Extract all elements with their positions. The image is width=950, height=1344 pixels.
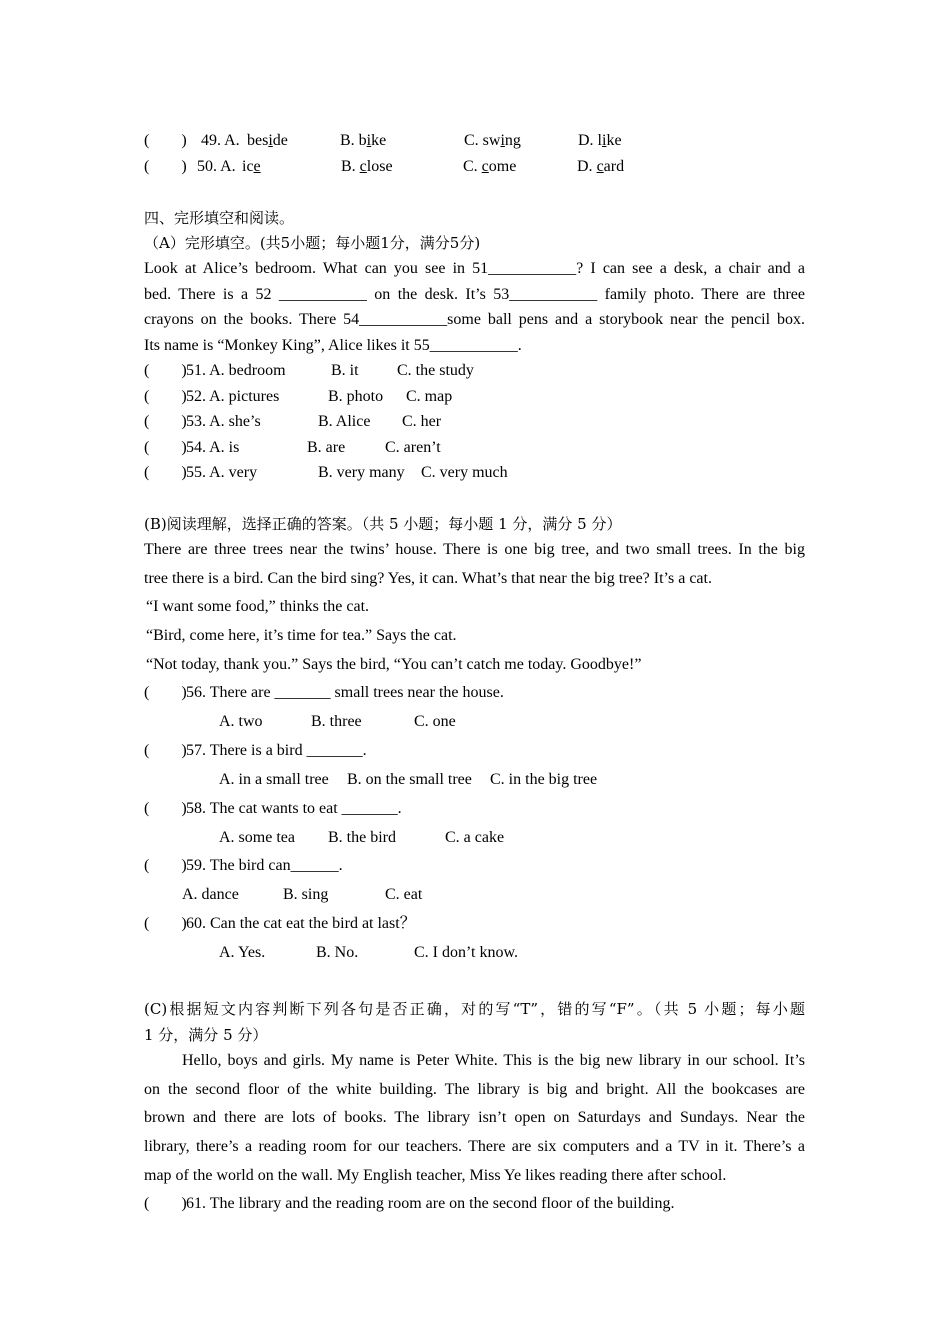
answer-blank[interactable]: ( ): [144, 857, 187, 874]
part-c-heading: 1 分，满分 5 分）: [144, 1026, 268, 1044]
part-a-passage-line: bed. There is a 52 ___________ on the desk. It’s 53___________ family photo. There are three: [144, 286, 805, 303]
option-c: C. one: [414, 713, 456, 730]
option-b: B. close: [341, 158, 393, 175]
option-c: C. very much: [421, 464, 508, 481]
question-number: 50. A.: [197, 158, 236, 175]
option-a: beside: [247, 132, 288, 149]
option-c: C. aren’t: [385, 439, 441, 456]
part-b-passage-line: “Not today, thank you.” Says the bird, “You can’t catch me today. Goodbye!”: [146, 656, 642, 673]
option-a: A. two: [219, 713, 263, 730]
question-stem: 56. There are _______ small trees near the house.: [186, 684, 504, 701]
option-a: A. dance: [182, 886, 239, 903]
option-a: 55. A. very: [186, 464, 258, 481]
option-c: C. I don’t know.: [414, 944, 518, 961]
option-a: 53. A. she’s: [186, 413, 261, 430]
option-d: D. like: [578, 132, 622, 149]
answer-blank[interactable]: ( ): [144, 1195, 187, 1212]
option-b: B. are: [307, 439, 346, 456]
part-b-passage-line: “I want some food,” thinks the cat.: [146, 598, 370, 615]
option-d: D. card: [577, 158, 625, 175]
answer-blank[interactable]: ( ): [144, 800, 187, 817]
answer-blank[interactable]: ( ): [144, 413, 187, 430]
part-b-passage-line: “Bird, come here, it’s time for tea.” Says the cat.: [146, 627, 457, 644]
part-a-passage-line: Its name is “Monkey King”, Alice likes it 55___________.: [144, 337, 522, 354]
option-a: 54. A. is: [186, 439, 240, 456]
option-c: C. swing: [464, 132, 521, 149]
option-b: B. Alice: [318, 413, 371, 430]
option-c: C. in the big tree: [490, 771, 598, 788]
option-b: B. sing: [283, 886, 329, 903]
part-a-passage-line: Look at Alice’s bedroom. What can you see in 51___________? I can see a desk, a chair and a: [144, 260, 805, 277]
part-b-passage-line: tree there is a bird. Can the bird sing? Yes, it can. What’s that near the big tree? It’s a cat.: [144, 570, 712, 587]
part-a-passage-line: crayons on the books. There 54___________some ball pens and a storybook near the pencil box.: [144, 311, 805, 328]
answer-blank[interactable]: ( ): [144, 158, 187, 175]
part-b-heading: (B)阅读理解，选择正确的答案。（共 5 小题；每小题 1 分，满分 5 分）: [144, 515, 622, 533]
part-c-passage-line: brown and there are lots of books. The library isn’t open on Saturdays and Sundays. Near the: [144, 1109, 805, 1126]
question-number: 49. A.: [201, 132, 240, 149]
option-c: C. a cake: [445, 829, 505, 846]
option-a: 52. A. pictures: [186, 388, 280, 405]
question-stem: 58. The cat wants to eat _______.: [186, 800, 402, 817]
part-b-passage-line: There are three trees near the twins’ house. There is one big tree, and two small trees. In the big: [144, 541, 805, 558]
question-stem: 60. Can the cat eat the bird at last？: [186, 915, 416, 932]
option-b: B. No.: [316, 944, 359, 961]
option-b: B. the bird: [328, 829, 396, 846]
part-c-passage-line: Hello, boys and girls. My name is Peter White. This is the big new library in our school. It’s: [182, 1052, 805, 1069]
question-stem: 61. The library and the reading room are on the second floor of the building.: [186, 1195, 675, 1212]
option-b: B. on the small tree: [347, 771, 472, 788]
option-a: A. in a small tree: [219, 771, 329, 788]
part-c-passage-line: library, there’s a reading room for our teachers. There are six computers and a TV in it. There’s a: [144, 1138, 805, 1155]
option-a: A. Yes.: [219, 944, 266, 961]
answer-blank[interactable]: ( ): [144, 464, 187, 481]
part-c-heading: (C)根据短文内容判断下列各句是否正确，对的写“T”，错的写“F”。（共 5 小题；每小题: [144, 1000, 805, 1018]
option-b: B. bike: [340, 132, 387, 149]
answer-blank[interactable]: ( ): [144, 132, 187, 149]
section-title: 四、完形填空和阅读。: [144, 209, 295, 227]
part-c-passage-line: on the second floor of the white building. The library is big and bright. All the bookcases are: [144, 1081, 805, 1098]
answer-blank[interactable]: ( ): [144, 439, 187, 456]
option-c: C. map: [406, 388, 453, 405]
option-a: 51. A. bedroom: [186, 362, 286, 379]
option-b: B. three: [311, 713, 362, 730]
answer-blank[interactable]: ( ): [144, 742, 187, 759]
part-c-passage-line: map of the world on the wall. My English teacher, Miss Ye likes reading there after school.: [144, 1167, 727, 1184]
option-c: C. eat: [385, 886, 423, 903]
option-c: C. the study: [397, 362, 474, 379]
question-stem: 59. The bird can______.: [186, 857, 343, 874]
option-b: B. photo: [328, 388, 384, 405]
option-a: ice: [242, 158, 261, 175]
answer-blank[interactable]: ( ): [144, 362, 187, 379]
option-c: C. her: [402, 413, 442, 430]
answer-blank[interactable]: ( ): [144, 684, 187, 701]
option-b: B. very many: [318, 464, 405, 481]
answer-blank[interactable]: ( ): [144, 388, 187, 405]
option-c: C. come: [463, 158, 517, 175]
option-a: A. some tea: [219, 829, 295, 846]
answer-blank[interactable]: ( ): [144, 915, 187, 932]
part-a-heading: （A）完形填空。(共5小题；每小题1分，满分5分): [144, 234, 481, 252]
option-b: B. it: [331, 362, 359, 379]
question-stem: 57. There is a bird _______.: [186, 742, 367, 759]
